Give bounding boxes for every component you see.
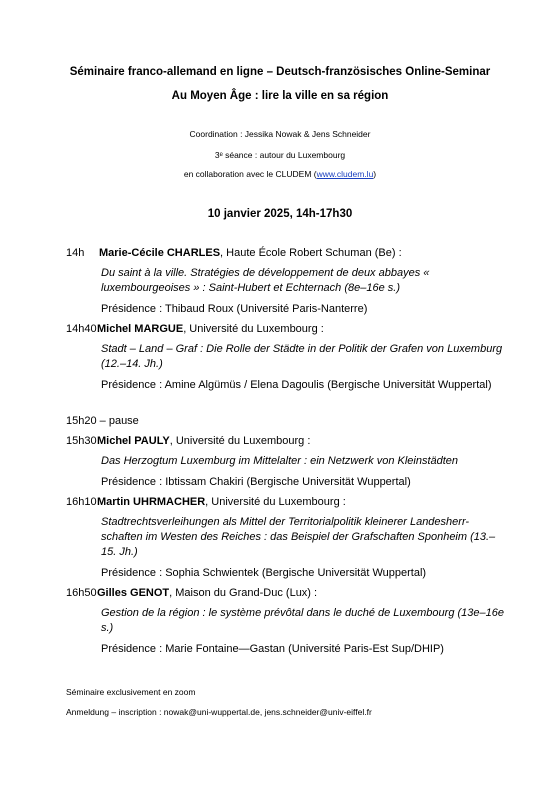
cludem-link[interactable]: www.cludem.lu bbox=[316, 169, 374, 179]
presidence: Présidence : Thibaud Roux (Université Paris-Nanterre) bbox=[101, 303, 368, 315]
collab-prefix: en collaboration avec le CLUDEM ( bbox=[183, 169, 317, 179]
collaboration-line bbox=[0, 169, 560, 179]
speaker-affiliation: , Université du Luxembourg : bbox=[183, 323, 324, 335]
program-item-pause bbox=[66, 414, 506, 429]
program-item bbox=[66, 322, 506, 393]
session-time: 16h10 bbox=[66, 496, 97, 508]
speaker-affiliation: , Université du Luxembourg : bbox=[169, 435, 311, 447]
speaker-name: Michel PAULY bbox=[97, 435, 170, 447]
seminar-subtitle: Au Moyen Âge : lire la ville en sa région bbox=[171, 90, 389, 102]
speaker-name: Gilles GENOT bbox=[97, 587, 170, 599]
coordination-line: Coordination : Jessika Nowak & Jens Schneider bbox=[189, 129, 371, 139]
collab-suffix: ) bbox=[373, 169, 377, 179]
session-time: 16h50 bbox=[66, 587, 97, 599]
pause-label: – pause bbox=[99, 415, 139, 427]
session-time: 15h30 bbox=[66, 435, 97, 447]
program-item bbox=[66, 246, 506, 317]
session-time: 15h20 bbox=[66, 415, 97, 427]
speaker-name: Marie-Cécile CHARLES bbox=[99, 247, 221, 259]
talk-title: Du saint à la ville. Stratégies de développement de deux abbayes « luxembourgeoises » : Saint-Hubert et Echternach (8e–16e s.) bbox=[101, 267, 430, 294]
registration-line: Anmeldung – inscription : nowak@uni-wuppertal.de, jens.schneider@univ-eiffel.fr bbox=[66, 707, 372, 717]
session-time: 14h40 bbox=[66, 323, 97, 335]
seminar-title: Séminaire franco-allemand en ligne – Deutsch-französisches Online-Seminar bbox=[69, 66, 491, 78]
presidence: Présidence : Ibtissam Chakiri (Bergische Universität Wuppertal) bbox=[101, 476, 411, 488]
presidence: Présidence : Marie Fontaine—Gastan (Université Paris-Est Sup/DHIP) bbox=[101, 643, 444, 655]
speaker-affiliation: , Haute École Robert Schuman (Be) : bbox=[220, 247, 402, 259]
speaker-affiliation: , Maison du Grand-Duc (Lux) : bbox=[169, 587, 318, 599]
speaker-name: Michel MARGUE bbox=[97, 323, 184, 335]
event-date: 10 janvier 2025, 14h-17h30 bbox=[207, 208, 353, 220]
session-time: 14h bbox=[66, 247, 85, 259]
talk-title: Stadt – Land – Graf : Die Rolle der Städte in der Politik der Grafen von Luxemburg (12.–14. Jh.) bbox=[101, 343, 503, 370]
zoom-notice: Séminaire exclusivement en zoom bbox=[66, 687, 196, 697]
speaker-affiliation: , Université du Luxembourg : bbox=[205, 496, 346, 508]
talk-title: Stadtrechtsverleihungen als Mittel der Territorialpolitik kleinerer Landesherr-schaften im Westen des Reiches : das Beispiel der Grafschaften Sponheim (13.–15. Jh.) bbox=[101, 516, 496, 558]
program-item bbox=[66, 434, 506, 490]
presidence: Présidence : Sophia Schwientek (Bergische Universität Wuppertal) bbox=[101, 567, 427, 579]
program-item bbox=[66, 495, 506, 581]
seance-line: 3ᵉ séance : autour du Luxembourg bbox=[214, 150, 346, 160]
talk-title: Gestion de la région : le système prévôtal dans le duché de Luxembourg (13e–16e s.) bbox=[101, 607, 504, 634]
talk-title: Das Herzogtum Luxemburg im Mittelalter : ein Netzwerk von Kleinstädten bbox=[101, 455, 459, 467]
program-item bbox=[66, 586, 506, 657]
speaker-name: Martin UHRMACHER bbox=[97, 496, 206, 508]
presidence: Présidence : Amine Algümüs / Elena Dagoulis (Bergische Universität Wuppertal) bbox=[101, 379, 492, 391]
